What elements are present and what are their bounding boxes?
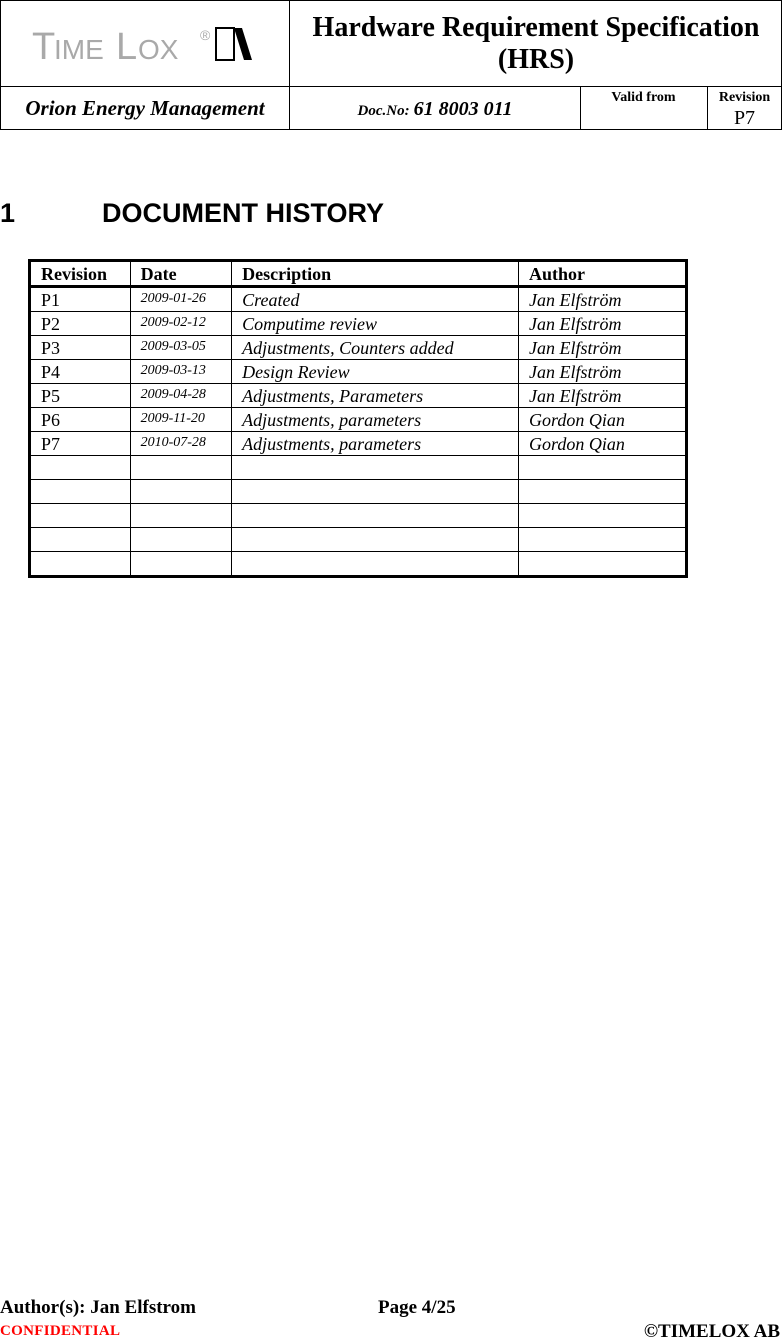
cell-author: Jan Elfström: [519, 312, 687, 336]
history-table-body: [30, 287, 687, 577]
cell-author: Gordon Qian: [519, 432, 687, 456]
column-header-author: Author: [519, 261, 687, 287]
table-row: [30, 552, 687, 577]
cell-revision: [30, 528, 131, 552]
table-row: [30, 384, 687, 408]
cell-author: [519, 504, 687, 528]
table-row: [30, 432, 687, 456]
cell-date: [130, 528, 232, 552]
cell-date: [130, 552, 232, 577]
cell-description: Design Review: [232, 360, 519, 384]
cell-description: [232, 456, 519, 480]
table-row: [30, 312, 687, 336]
cell-revision: [30, 480, 131, 504]
table-row: [30, 336, 687, 360]
cell-date: 2009-02-12: [130, 312, 232, 336]
svg-text:OX: OX: [138, 34, 179, 65]
company-name: Orion Energy Management: [25, 96, 265, 120]
cell-revision: P4: [30, 360, 131, 384]
cell-date: [130, 480, 232, 504]
cell-date: 2009-03-05: [130, 336, 232, 360]
table-row: [30, 528, 687, 552]
cell-description: [232, 552, 519, 577]
footer-page-number: Page 4/25: [378, 1297, 456, 1318]
cell-author: [519, 456, 687, 480]
doc-number-value: 61 8003 011: [413, 98, 513, 120]
revision-label: Revision: [718, 90, 771, 105]
cell-revision: P2: [30, 312, 131, 336]
cell-revision: [30, 456, 131, 480]
svg-text:IME: IME: [54, 34, 104, 65]
footer-confidential: CONFIDENTIAL: [0, 1323, 121, 1339]
doc-number-label: Doc.No:: [357, 103, 410, 119]
cell-author: [519, 552, 687, 577]
cell-author: [519, 480, 687, 504]
table-row: [30, 480, 687, 504]
document-title: Hardware Requirement Specification (HRS): [312, 12, 760, 75]
cell-revision: P7: [30, 432, 131, 456]
cell-description: [232, 528, 519, 552]
timelox-logo-graphic: [30, 22, 260, 66]
footer-authors: Author(s): Jan Elfstrom: [0, 1297, 196, 1318]
footer-copyright: ©TIMELOX AB: [643, 1321, 780, 1342]
cell-revision: P5: [30, 384, 131, 408]
cell-description: [232, 480, 519, 504]
cell-description: Adjustments, Parameters: [232, 384, 519, 408]
cell-revision: P3: [30, 336, 131, 360]
cell-author: [519, 528, 687, 552]
section-title: DOCUMENT HISTORY: [102, 198, 385, 228]
cell-date: 2010-07-28: [130, 432, 232, 456]
cell-date: 2009-04-28: [130, 384, 232, 408]
timelox-logo: [30, 22, 260, 66]
cell-date: 2009-01-26: [130, 287, 232, 312]
cell-revision: P6: [30, 408, 131, 432]
svg-text:L: L: [116, 26, 138, 66]
column-header-description: Description: [232, 261, 519, 287]
cell-author: Jan Elfström: [519, 336, 687, 360]
column-header-revision: Revision: [30, 261, 131, 287]
table-row: [30, 504, 687, 528]
cell-date: [130, 456, 232, 480]
cell-date: [130, 504, 232, 528]
cell-date: 2009-11-20: [130, 408, 232, 432]
header-divider: [0, 86, 782, 87]
table-row: [30, 408, 687, 432]
valid-from-label: Valid from: [611, 90, 676, 105]
header-border-bottom: [0, 129, 782, 130]
cell-date: 2009-03-13: [130, 360, 232, 384]
table-row: [30, 456, 687, 480]
cell-author: Gordon Qian: [519, 408, 687, 432]
table-header-row: [30, 261, 687, 287]
cell-description: [232, 504, 519, 528]
document-history-table: [28, 259, 688, 578]
header-border-top: [0, 0, 782, 1]
column-header-date: Date: [130, 261, 232, 287]
svg-text:T: T: [32, 26, 56, 66]
cell-description: Computime review: [232, 312, 519, 336]
table-row: [30, 287, 687, 312]
cell-author: Jan Elfström: [519, 384, 687, 408]
document-header: [0, 0, 782, 130]
revision-value: P7: [733, 107, 756, 129]
table-row: [30, 360, 687, 384]
section-number: 1: [0, 198, 16, 228]
cell-revision: [30, 504, 131, 528]
doc-number: [290, 98, 580, 121]
svg-text:®: ®: [200, 27, 211, 43]
cell-revision: [30, 552, 131, 577]
cell-author: Jan Elfström: [519, 287, 687, 312]
cell-description: Created: [232, 287, 519, 312]
cell-description: Adjustments, parameters: [232, 408, 519, 432]
cell-author: Jan Elfström: [519, 360, 687, 384]
cell-description: Adjustments, parameters: [232, 432, 519, 456]
cell-description: Adjustments, Counters added: [232, 336, 519, 360]
cell-revision: P1: [30, 287, 131, 312]
